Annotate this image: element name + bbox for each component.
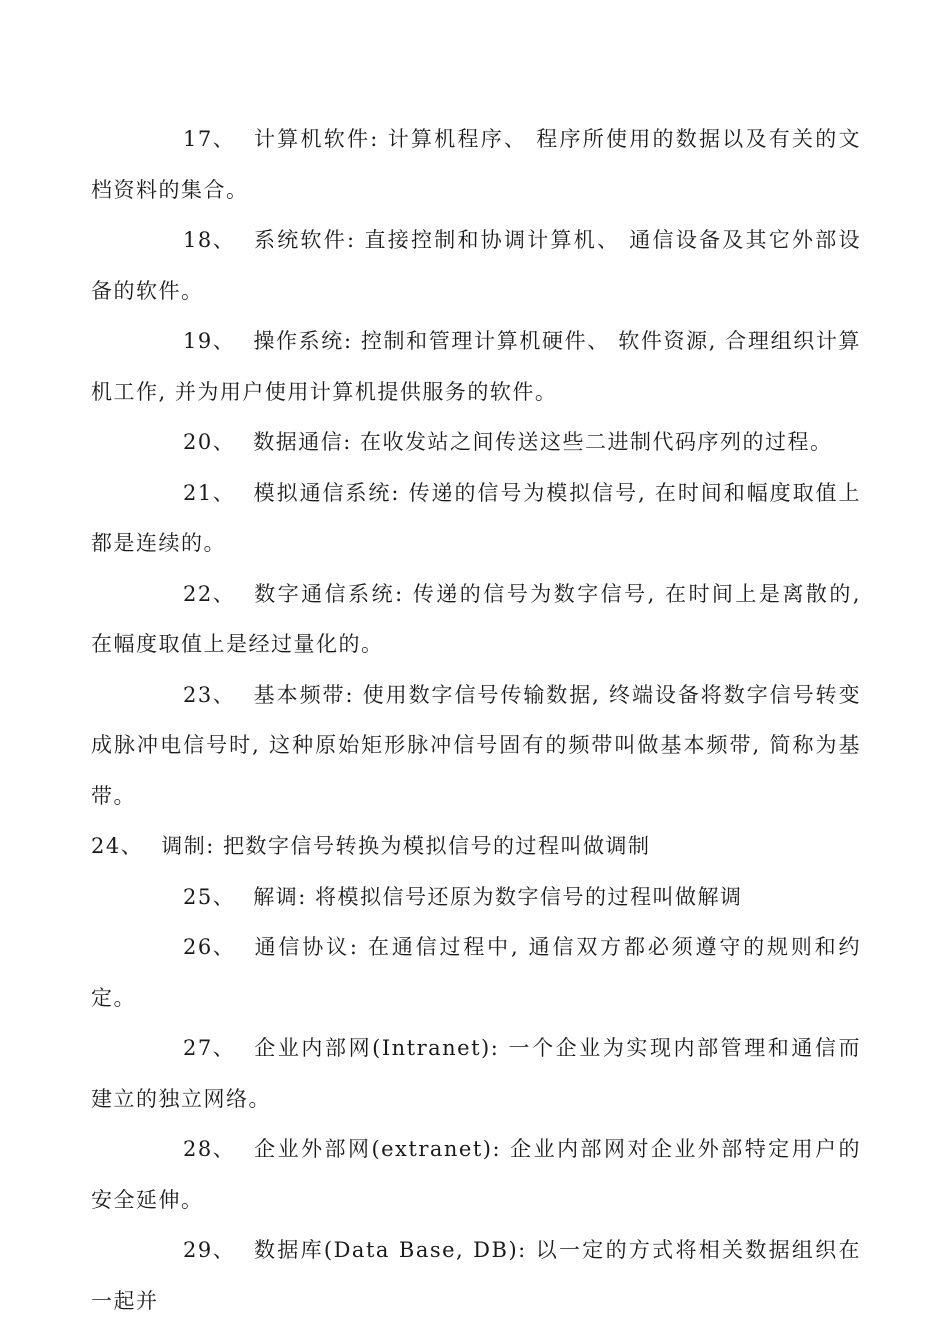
definition-item-25 [91, 872, 861, 923]
item-text: 通信协议: 在通信过程中, 通信双方都必须遵守的规则和约定。 [91, 935, 861, 1010]
item-text: 解调: 将模拟信号还原为数字信号的过程叫做解调 [253, 884, 743, 909]
definition-item-29 [91, 1225, 861, 1326]
item-number: 20、 [183, 430, 236, 454]
item-number: 23、 [183, 682, 236, 707]
definition-item-24 [91, 821, 861, 872]
item-number: 26、 [183, 935, 236, 959]
definition-item-27 [91, 1023, 861, 1124]
item-text: 基本频带: 使用数字信号传输数据, 终端设备将数字信号转变成脉冲电信号时, 这种原始矩形脉冲信号固有的频带叫做基本频带, 简称为基带。 [91, 682, 861, 808]
item-number: 21、 [183, 480, 236, 505]
item-text: 企业内部网(Intranet): 一个企业为实现内部管理和通信而建立的独立网络。 [91, 1036, 861, 1111]
item-text: 模拟通信系统: 传递的信号为模拟信号, 在时间和幅度取值上都是连续的。 [91, 480, 861, 555]
item-number: 18、 [183, 228, 236, 252]
item-number: 19、 [183, 329, 236, 353]
item-text: 系统软件: 直接控制和协调计算机、 通信设备及其它外部设备的软件。 [91, 228, 861, 303]
item-text: 数据通信: 在收发站之间传送这些二进制代码序列的过程。 [253, 430, 833, 454]
item-number: 29、 [183, 1238, 236, 1262]
item-number: 25、 [183, 884, 236, 909]
definition-item-21 [91, 468, 861, 569]
item-text: 数据库(Data Base, DB): 以一定的方式将相关数据组织在一起并 [91, 1238, 861, 1313]
definition-item-28 [91, 1124, 861, 1225]
item-text: 企业外部网(extranet): 企业内部网对企业外部特定用户的安全延伸。 [91, 1137, 861, 1212]
definition-item-19 [91, 316, 861, 417]
item-number: 28、 [183, 1137, 236, 1161]
definition-item-20 [91, 417, 861, 468]
item-text: 操作系统: 控制和管理计算机硬件、 软件资源, 合理组织计算机工作, 并为用户使用计算机提供服务的软件。 [91, 329, 861, 404]
definition-item-18 [91, 215, 861, 316]
item-number: 24、 [91, 834, 144, 858]
item-text: 调制: 把数字信号转换为模拟信号的过程叫做调制 [161, 834, 651, 858]
item-text: 数字通信系统: 传递的信号为数字信号, 在时间上是离散的, 在幅度取值上是经过量化的。 [91, 581, 861, 656]
item-number: 27、 [183, 1036, 236, 1060]
definition-list [91, 114, 861, 1326]
definition-item-23 [91, 670, 861, 822]
definition-item-26 [91, 922, 861, 1023]
definition-item-22 [91, 569, 861, 670]
definition-item-17 [91, 114, 861, 215]
item-number: 22、 [183, 581, 236, 606]
item-text: 计算机软件: 计算机程序、 程序所使用的数据以及有关的文档资料的集合。 [91, 127, 861, 202]
item-number: 17、 [183, 127, 236, 151]
